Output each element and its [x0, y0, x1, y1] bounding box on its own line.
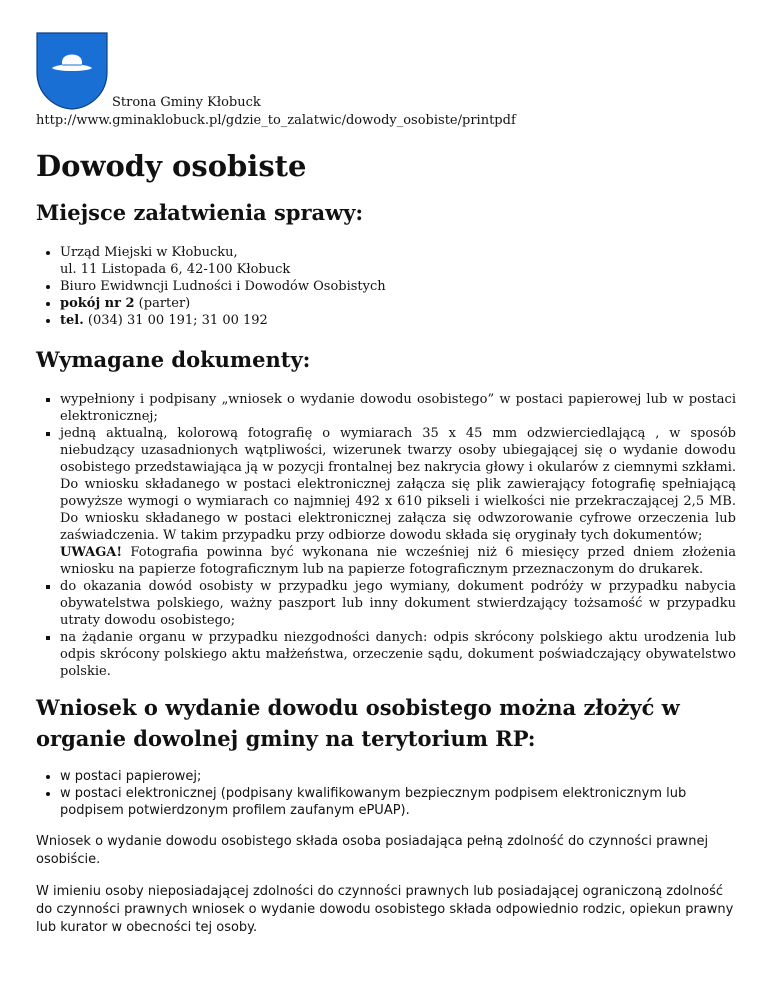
- phone-numbers: (034) 31 00 191; 31 00 192: [83, 313, 268, 328]
- list-item: [60, 629, 736, 680]
- list-item: [60, 391, 736, 425]
- list-item: [60, 768, 736, 785]
- document-item-text: wypełniony i podpisany „wniosek o wydanie dowodu osobistego” w postaci papierowej lub w postaci elektronicznej;: [60, 392, 736, 424]
- document-item-text: jedną aktualną, kolorową fotografię o wymiarach 35 x 45 mm odzwierciedlającą , w sposób niebudzący uzasadnionych wątpliwości, wizerunek twarzy osoby ubiegającej się o wydanie dowodu osobistego przedstawiająca ją w pozycji frontalnej bez nakrycia głowy i okularów z ciemnymi szkłami. Do wniosku składanego w postaci elektronicznej załącza się plik zawierający fotografię spełniającą powyższe wymogi o wymiarach co najmniej 492 x 610 pikseli i wielkości nie przekraczającej 2,5 MB. Do wniosku składanego w postaci elektronicznej załącza się odwzorowanie cyfrowe orzeczenia lub zaświadczenia. W takim przypadku przy odbiorze dowodu składa się oryginały tych dokumentów;: [60, 426, 736, 543]
- location-list: [36, 244, 736, 329]
- warning-label: UWAGA!: [60, 545, 123, 560]
- printed-page: [36, 32, 736, 937]
- warning-text: Fotografia powinna być wykonana nie wcześniej niż 6 miesięcy przed dniem złożenia wniosku na papierze fotograficznym lub na papierze fotograficznym przeznaczonym do drukarek.: [60, 545, 736, 577]
- page-url: http://www.gminaklobuck.pl/gdzie_to_zalatwic/dowody_osobiste/printpdf: [36, 113, 516, 128]
- paragraph-representative: W imieniu osoby nieposiadającej zdolności do czynności prawnych lub posiadającej ograniczoną zdolność do czynności prawnych wniosek o wydanie dowodu osobistego składa odpowiednio rodzic, opiekun prawny lub kurator w obecności tej osoby.: [36, 884, 734, 935]
- list-item: [60, 295, 736, 312]
- section-heading-documents: Wymagane dokumenty:: [36, 347, 311, 372]
- office-address: ul. 11 Listopada 6, 42-100 Kłobuck: [60, 262, 291, 277]
- coat-of-arms-icon: [36, 32, 108, 110]
- list-item: [60, 244, 736, 278]
- page-header: [36, 32, 736, 128]
- department-name: Biuro Ewidwncji Ludności i Dowodów Osobistych: [60, 279, 386, 294]
- office-name: Urząd Miejski w Kłobucku,: [60, 245, 238, 260]
- phone-label: tel.: [60, 313, 84, 328]
- list-item: [60, 425, 736, 578]
- paragraph-applicant: Wniosek o wydanie dowodu osobistego składa osoba posiadająca pełną zdolność do czynności prawnej osobiście.: [36, 834, 709, 867]
- list-item: [60, 785, 736, 819]
- site-name: Strona Gminy Kłobuck: [112, 95, 261, 110]
- application-forms-list: [36, 768, 736, 819]
- document-item-text: do okazania dowód osobisty w przypadku jego wymiany, dokument podróży w przypadku nabycia obywatelstwa polskiego, ważny paszport lub inny dokument stwierdzający tożsamość w przypadku utraty dowodu osobistego;: [60, 579, 736, 628]
- documents-list: [36, 391, 736, 680]
- list-item: [60, 312, 736, 329]
- form-item-text: w postaci elektronicznej (podpisany kwalifikowanym bezpiecznym podpisem elektronicznym lub podpisem potwierdzonym profilem zaufanym ePUAP).: [60, 786, 687, 818]
- room-note: (parter): [134, 296, 191, 311]
- list-item: [60, 278, 736, 295]
- list-item: [60, 578, 736, 629]
- page-title: Dowody osobiste: [36, 149, 307, 183]
- document-item-text: na żądanie organu w przypadku niezgodności danych: odpis skrócony polskiego aktu urodzenia lub odpis skrócony polskiego aktu małżeństwa, orzeczenie sądu, dokument poświadczający obywatelstwo polskie.: [60, 630, 736, 679]
- section-heading-application: Wniosek o wydanie dowodu osobistego można złożyć w organie dowolnej gminy na terytorium RP:: [36, 695, 680, 751]
- room-label: pokój nr 2: [60, 296, 135, 311]
- form-item-text: w postaci papierowej;: [60, 769, 202, 784]
- section-heading-location: Miejsce załatwienia sprawy:: [36, 200, 364, 225]
